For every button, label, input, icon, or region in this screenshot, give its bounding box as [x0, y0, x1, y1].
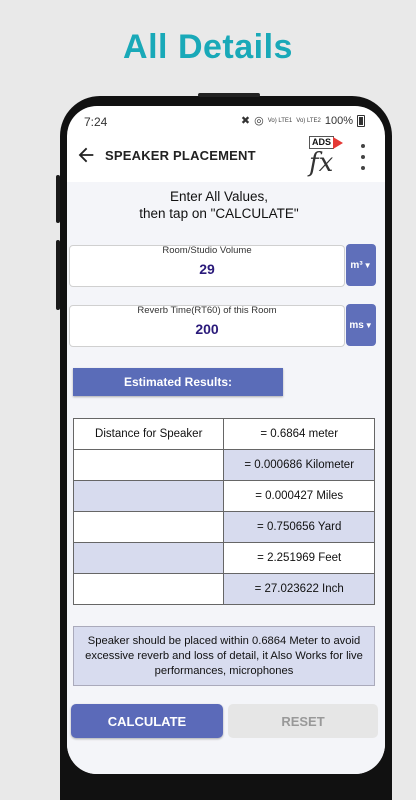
- result-label: [74, 481, 224, 512]
- dropdown-caret-icon: ▼: [364, 320, 373, 330]
- screen: [67, 106, 385, 774]
- results-table: [73, 418, 375, 605]
- app-logo[interactable]: [305, 136, 345, 178]
- calculate-button[interactable]: CALCULATE: [71, 704, 223, 738]
- hotspot-icon: ◎: [254, 115, 264, 127]
- fx-logo: fx: [309, 148, 334, 178]
- reverb-time-label: Reverb Time(RT60) of this Room: [137, 305, 277, 316]
- result-label: [74, 543, 224, 574]
- main-content: [67, 182, 385, 774]
- table-row: [74, 574, 375, 605]
- placement-note: Speaker should be placed within 0.6864 Meter to avoid excessive reverb and loss of detail, it Also Works for live performances, microphones: [73, 626, 375, 686]
- result-value: = 0.000686 Kilometer: [224, 450, 375, 481]
- result-label: [74, 450, 224, 481]
- result-value: = 2.251969 Feet: [224, 543, 375, 574]
- result-label: [74, 574, 224, 605]
- table-row: [74, 512, 375, 543]
- battery-icon: [357, 115, 365, 127]
- phone-side-button: [56, 240, 60, 310]
- volume-unit-label: m³: [350, 259, 363, 271]
- result-label: [74, 512, 224, 543]
- result-label: Distance for Speaker: [74, 419, 224, 450]
- result-value: = 0.750656 Yard: [224, 512, 375, 543]
- status-icons: [241, 114, 365, 127]
- reverb-time-value[interactable]: 200: [195, 321, 219, 337]
- instruction-text: [67, 188, 371, 222]
- phone-top-edge: [198, 93, 260, 97]
- status-time: 7:24: [84, 115, 108, 129]
- headline: All Details: [123, 28, 293, 66]
- volume-unit-dropdown[interactable]: [346, 244, 376, 286]
- reset-button[interactable]: RESET: [228, 704, 378, 738]
- reverb-unit-dropdown[interactable]: [346, 304, 376, 346]
- reverb-time-input[interactable]: [69, 305, 345, 347]
- table-row: [74, 481, 375, 512]
- page-title: SPEAKER PLACEMENT: [105, 148, 256, 163]
- battery-percent: 100%: [324, 114, 353, 127]
- play-icon: [333, 137, 343, 149]
- more-vert-icon[interactable]: [358, 144, 368, 170]
- result-value: = 27.023622 Inch: [224, 574, 375, 605]
- signal-2-label: Vo) LTE2: [296, 117, 321, 124]
- room-volume-input[interactable]: [69, 245, 345, 287]
- table-row: [74, 419, 375, 450]
- mute-icon: ✖: [240, 115, 251, 127]
- app-bar: [67, 136, 385, 182]
- signal-1-label: Vo) LTE1: [267, 117, 293, 124]
- room-volume-label: Room/Studio Volume: [162, 245, 252, 256]
- instruction-line-1: Enter All Values,: [169, 189, 269, 204]
- ads-badge: ADS: [309, 136, 334, 149]
- results-header: Estimated Results:: [73, 368, 283, 396]
- table-row: [74, 543, 375, 574]
- reverb-unit-label: ms: [349, 319, 364, 331]
- dropdown-caret-icon: ▼: [363, 260, 372, 270]
- result-value: = 0.6864 meter: [224, 419, 375, 450]
- status-bar: [67, 106, 385, 136]
- instruction-line-2: then tap on "CALCULATE": [139, 206, 299, 221]
- table-row: [74, 450, 375, 481]
- back-arrow-icon[interactable]: [75, 144, 97, 166]
- phone-side-button: [56, 175, 60, 223]
- result-value: = 0.000427 Miles: [224, 481, 375, 512]
- room-volume-value[interactable]: 29: [199, 261, 215, 277]
